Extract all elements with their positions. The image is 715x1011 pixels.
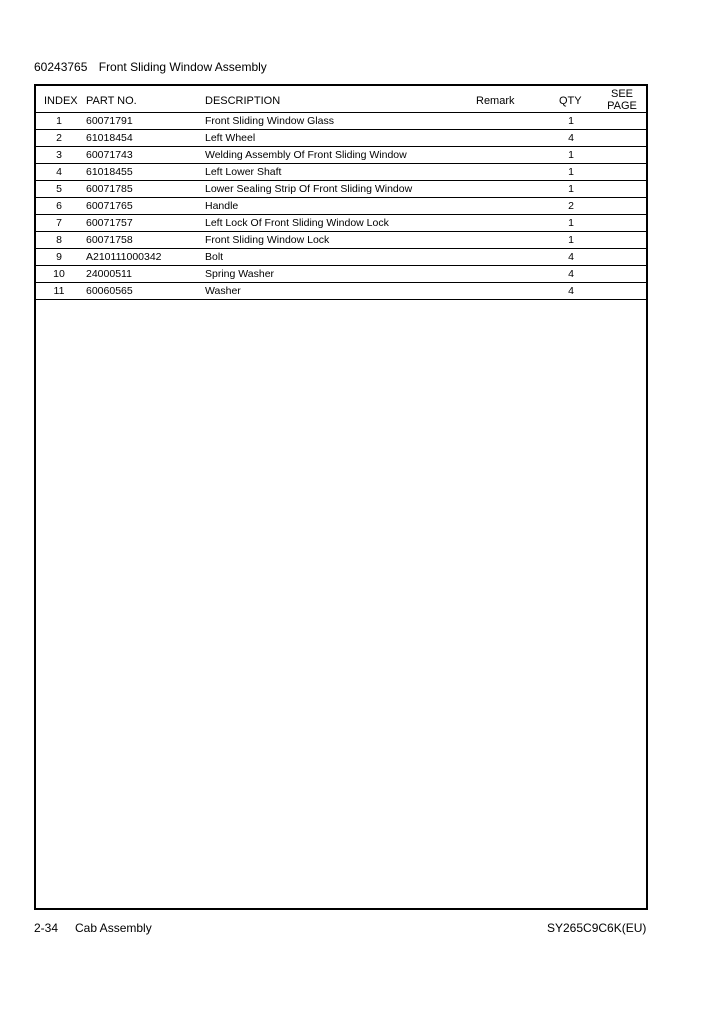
table-header — [36, 86, 646, 113]
cell-part-no: 60071743 — [86, 149, 133, 161]
cell-qty: 1 — [568, 115, 574, 127]
table-row — [36, 164, 646, 181]
cell-part-no: 60060565 — [86, 285, 133, 297]
header-qty: QTY — [559, 95, 582, 107]
cell-index: 5 — [56, 183, 62, 195]
cell-index: 4 — [56, 166, 62, 178]
cell-description: Left Lock Of Front Sliding Window Lock — [205, 217, 389, 229]
cell-part-no: 60071758 — [86, 234, 133, 246]
header-description: DESCRIPTION — [205, 95, 281, 107]
header-index: INDEX — [44, 95, 78, 107]
cell-part-no: 24000511 — [86, 268, 132, 280]
cell-index: 2 — [56, 132, 62, 144]
assembly-number: 60243765 — [34, 60, 88, 74]
cell-qty: 1 — [568, 149, 574, 161]
cell-qty: 4 — [568, 251, 574, 263]
cell-index: 6 — [56, 200, 62, 212]
cell-description: Washer — [205, 285, 241, 297]
cell-description: Front Sliding Window Lock — [205, 234, 330, 246]
cell-description: Left Lower Shaft — [205, 166, 282, 178]
cell-qty: 1 — [568, 234, 574, 246]
table-row — [36, 232, 646, 249]
cell-part-no: 61018455 — [86, 166, 133, 178]
cell-description: Front Sliding Window Glass — [205, 115, 334, 127]
table-row — [36, 181, 646, 198]
cell-description: Bolt — [205, 251, 224, 263]
cell-qty: 4 — [568, 285, 574, 297]
cell-part-no: 60071757 — [86, 217, 133, 229]
header-see-page: SEE PAGE — [607, 88, 637, 112]
cell-part-no: 60071791 — [86, 115, 133, 127]
table-row — [36, 249, 646, 266]
table-row — [36, 266, 646, 283]
table-row — [36, 283, 646, 300]
cell-description: Lower Sealing Strip Of Front Sliding Window — [205, 183, 413, 195]
parts-table — [34, 84, 648, 910]
cell-part-no: 60071785 — [86, 183, 133, 195]
table-row — [36, 147, 646, 164]
cell-index: 8 — [56, 234, 62, 246]
cell-description: Left Wheel — [205, 132, 256, 144]
table-row — [36, 130, 646, 147]
cell-description: Welding Assembly Of Front Sliding Window — [205, 149, 407, 161]
cell-index: 11 — [53, 285, 65, 297]
header-remark: Remark — [476, 95, 515, 107]
cell-index: 10 — [53, 268, 65, 280]
cell-part-no: 60071765 — [86, 200, 133, 212]
cell-qty: 1 — [568, 183, 574, 195]
table-row — [36, 198, 646, 215]
cell-part-no: 61018454 — [86, 132, 133, 144]
table-row — [36, 215, 646, 232]
section-name: Cab Assembly — [75, 921, 152, 935]
cell-index: 1 — [56, 115, 62, 127]
page-title — [34, 60, 267, 74]
assembly-name: Front Sliding Window Assembly — [98, 60, 267, 74]
model-code: SY265C9C6K(EU) — [547, 921, 647, 935]
cell-qty: 2 — [568, 200, 574, 212]
page-number: 2-34 — [34, 921, 59, 935]
cell-qty: 4 — [568, 268, 574, 280]
cell-qty: 1 — [568, 166, 574, 178]
cell-qty: 1 — [568, 217, 574, 229]
cell-qty: 4 — [568, 132, 574, 144]
cell-index: 9 — [56, 251, 62, 263]
cell-index: 7 — [56, 217, 62, 229]
cell-description: Spring Washer — [205, 268, 275, 280]
header-part-no: PART NO. — [86, 95, 137, 107]
table-row — [36, 113, 646, 130]
cell-index: 3 — [56, 149, 62, 161]
cell-description: Handle — [205, 200, 239, 212]
cell-part-no: A210111000342 — [86, 251, 162, 263]
